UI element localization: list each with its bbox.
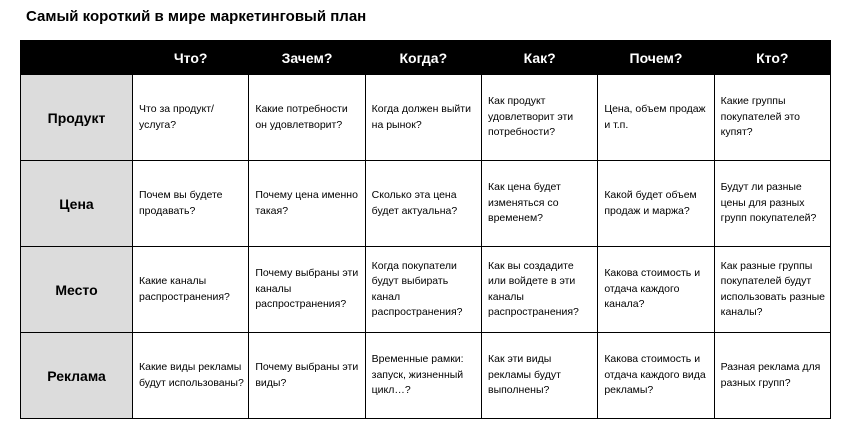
table-cell: Как цена будет изменяться со временем? xyxy=(481,161,597,247)
table-row xyxy=(21,333,831,419)
table-cell: Что за продукт/услуга? xyxy=(133,75,249,161)
table-cell: Какие каналы распространения? xyxy=(133,247,249,333)
table-cell: Будут ли разные цены для разных групп покупателей? xyxy=(714,161,830,247)
column-header-who: Кто? xyxy=(714,41,830,75)
header-row xyxy=(21,41,831,75)
page-title: Самый короткий в мире маркетинговый план xyxy=(26,8,367,25)
table-cell: Какие виды рекламы будут использованы? xyxy=(133,333,249,419)
table-cell: Какова стоимость и отдача каждого вида рекламы? xyxy=(598,333,714,419)
table-cell: Временные рамки: запуск, жизненный цикл…? xyxy=(365,333,481,419)
table-cell: Какие потребности он удовлетворит? xyxy=(249,75,365,161)
table-cell: Почему цена именно такая? xyxy=(249,161,365,247)
column-header-what: Что? xyxy=(133,41,249,75)
table-cell: Когда должен выйти на рынок? xyxy=(365,75,481,161)
row-header-place: Место xyxy=(21,247,133,333)
table-cell: Как эти виды рекламы будут выполнены? xyxy=(481,333,597,419)
column-header-why: Зачем? xyxy=(249,41,365,75)
table-cell: Какой будет объем продаж и маржа? xyxy=(598,161,714,247)
column-header-how-much: Почем? xyxy=(598,41,714,75)
table-cell: Какова стоимость и отдача каждого канала? xyxy=(598,247,714,333)
marketing-plan-table xyxy=(20,40,831,419)
table-cell: Разная реклама для разных групп? xyxy=(714,333,830,419)
row-header-price: Цена xyxy=(21,161,133,247)
table-cell: Когда покупатели будут выбирать канал распространения? xyxy=(365,247,481,333)
row-header-product: Продукт xyxy=(21,75,133,161)
column-header-when: Когда? xyxy=(365,41,481,75)
table-row xyxy=(21,75,831,161)
table-cell: Почему выбраны эти каналы распространения? xyxy=(249,247,365,333)
table-cell: Как разные группы покупателей будут использовать разные каналы? xyxy=(714,247,830,333)
table-row xyxy=(21,247,831,333)
table-cell: Цена, объем продаж и т.п. xyxy=(598,75,714,161)
table-row xyxy=(21,161,831,247)
row-header-promotion: Реклама xyxy=(21,333,133,419)
table-cell: Как вы создадите или войдете в эти каналы распространения? xyxy=(481,247,597,333)
table-cell: Как продукт удовлетворит эти потребности? xyxy=(481,75,597,161)
corner-cell xyxy=(21,41,133,75)
table-cell: Сколько эта цена будет актуальна? xyxy=(365,161,481,247)
table-cell: Почем вы будете продавать? xyxy=(133,161,249,247)
table-cell: Какие группы покупателей это купят? xyxy=(714,75,830,161)
table-cell: Почему выбраны эти виды? xyxy=(249,333,365,419)
column-header-how: Как? xyxy=(481,41,597,75)
